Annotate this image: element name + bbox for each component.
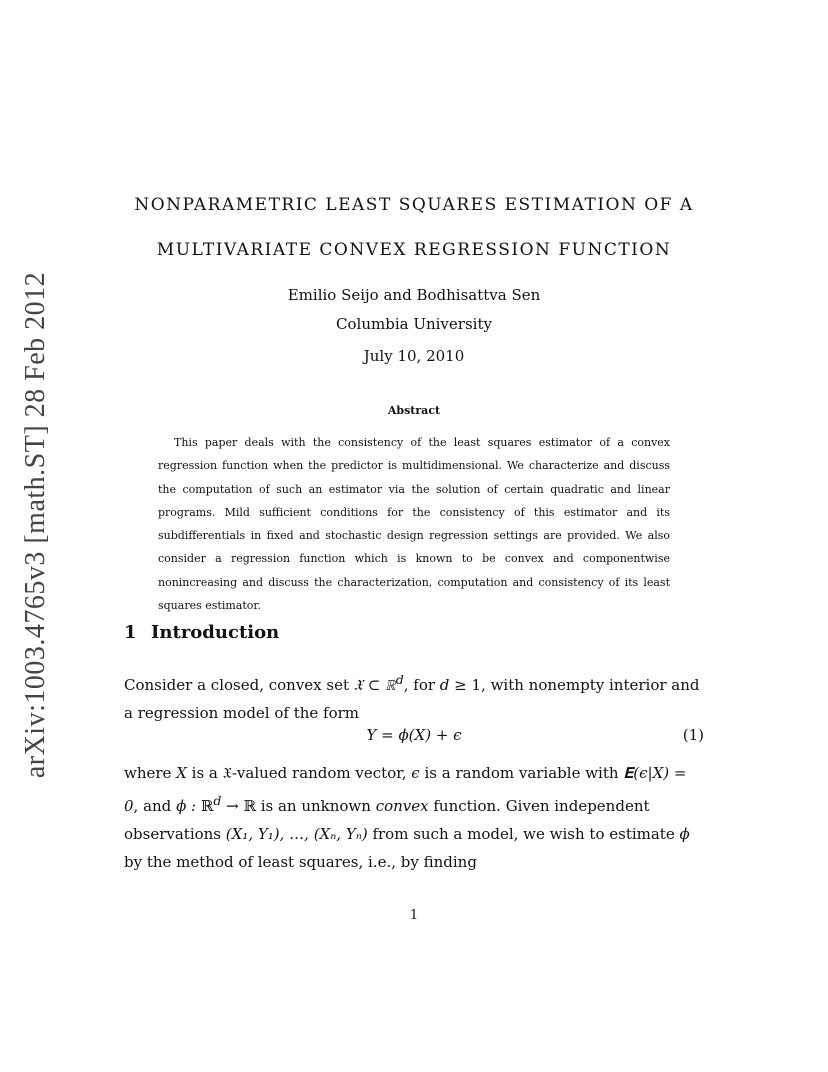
arxiv-identifier: arXiv:1003.4765v3 [math.ST] 28 Feb 2012 (20, 271, 51, 779)
text-run: by the method of least squares, i.e., by finding (124, 853, 477, 871)
text-run: , for (403, 676, 440, 694)
text-run: is a 𝔛-valued random vector, (186, 764, 412, 782)
section-title: Introduction (151, 622, 280, 643)
paper-title-line-2: MULTIVARIATE CONVEX REGRESSION FUNCTION (156, 240, 672, 260)
math-run: (X₁, Y₁), …, (Xₙ, Yₙ) (225, 825, 368, 843)
date: July 10, 2010 (363, 347, 465, 365)
math-run: d (439, 676, 450, 694)
abstract-body (158, 431, 670, 617)
abstract-text: This paper deals with the consistency of the least squares estimator of a convex regression function when the predictor is multidimensional. We characterize and discuss the computation of such an estimator via the solution of certain quadratic and linear programs. Mild sufficient conditions for the consistency of this estimator and its subdifferentials in fixed and stochastic design regression settings are provided. We also consider a regression function which is known to be convex and componentwise nonincreasing and discuss the characterization, computation and consistency of its least squares estimator. (158, 436, 670, 613)
authors: Emilio Seijo and Bodhisattva Sen (287, 286, 541, 304)
affiliation: Columbia University (336, 315, 492, 333)
text-run: from such a model, we wish to estimate (367, 825, 680, 843)
text-run: ≥ 1, with nonempty interior and a regression model of the form (124, 676, 700, 722)
math-superscript: d (213, 793, 222, 808)
math-superscript: d (395, 672, 404, 687)
section-heading (124, 622, 279, 643)
math-run: ϕ : (176, 797, 197, 815)
text-run: Consider a closed, convex set (124, 676, 354, 694)
equation-body: Y = ϕ(X) + ϵ (366, 726, 462, 744)
page-number: 1 (409, 908, 419, 923)
intro-paragraph-2 (124, 759, 704, 876)
equation-1 (124, 726, 704, 748)
abstract-heading: Abstract (387, 404, 441, 417)
intro-paragraph-1 (124, 666, 704, 727)
text-run: where (124, 764, 177, 782)
equation-number: (1) (682, 726, 704, 744)
text-run: function. Given independent observations (124, 797, 650, 843)
text-run: → ℝ is an unknown (221, 797, 376, 815)
math-run: ϵ (411, 764, 420, 782)
text-run: is a random variable with (419, 764, 624, 782)
text-run: ℝ (196, 797, 214, 815)
math-run: ϕ (679, 825, 690, 843)
text-run: , and (133, 797, 177, 815)
emphasis: convex (375, 797, 429, 815)
math-run: 𝔛 ⊂ ℝ (353, 676, 396, 694)
math-run: 𝐄(ϵ|X) = 0 (124, 764, 687, 815)
math-run: X (176, 764, 187, 782)
section-number: 1 (124, 622, 137, 643)
paper-title-line-1: NONPARAMETRIC LEAST SQUARES ESTIMATION OF A (134, 195, 694, 215)
